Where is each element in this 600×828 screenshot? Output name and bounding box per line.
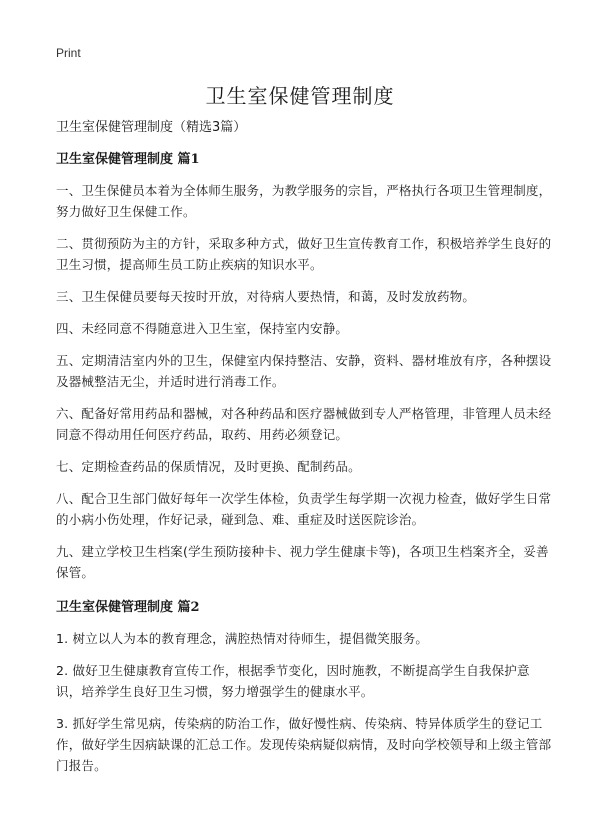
paragraph: 一、卫生保健员本着为全体师生服务，为教学服务的宗旨，严格执行各项卫生管理制度，努力做好卫生保健工作。	[56, 183, 552, 219]
paragraph: 二、贯彻预防为主的方针，采取多种方式，做好卫生宣传教育工作，积极培养学生良好的卫生习惯，提高师生员工防止疾病的知识水平。	[56, 236, 552, 272]
page-title: 卫生室保健管理制度	[205, 84, 395, 108]
paragraph: 三、卫生保健员要每天按时开放，对待病人要热情，和蔼，及时发放药物。	[56, 289, 476, 304]
paragraph: 3. 抓好学生常见病，传染病的防治工作，做好慢性病、传染病、特异体质学生的登记工作，做好学生因病缺课的汇总工作。发现传染病疑似病情，及时向学校领导和上级主管部门报告。	[56, 716, 552, 773]
paragraph: 七、定期检查药品的保质情况，及时更换、配制药品。	[56, 459, 361, 474]
section-heading-1: 卫生室保健管理制度 篇1	[56, 152, 200, 167]
paragraph: 1. 树立以人为本的教育理念，满腔热情对待师生，提倡微笑服务。	[56, 631, 429, 646]
paragraph: 六、配备好常用药品和器械，对各种药品和医疗器械做到专人严格管理，非管理人员未经同意不得动用任何医疗药品，取药、用药必须登记。	[56, 406, 552, 442]
paragraph: 九、建立学校卫生档案(学生预防接种卡、视力学生健康卡等)，各项卫生档案齐全，妥善保管。	[56, 544, 549, 580]
paragraph: 五、定期清洁室内外的卫生，保健室内保持整洁、安静，资料、器材堆放有序，各种摆设及器械整洁无尘，并适时进行消毒工作。	[56, 353, 552, 389]
document-subtitle: 卫生室保健管理制度（精选3篇）	[56, 120, 247, 135]
section-heading-2: 卫生室保健管理制度 篇2	[56, 600, 200, 615]
document-body	[56, 118, 554, 787]
paragraph: 八、配合卫生部门做好每年一次学生体检，负责学生每学期一次视力检查，做好学生日常的小病小伤处理，作好记录，碰到急、难、重症及时送医院诊治。	[56, 491, 552, 527]
paragraph: 2. 做好卫生健康教育宣传工作，根据季节变化，因时施教，不断提高学生自我保护意识，培养学生良好卫生习惯，努力增强学生的健康水平。	[56, 663, 530, 699]
paragraph: 四、未经同意不得随意进入卫生室，保持室内安静。	[56, 321, 349, 336]
print-link[interactable]: Print	[56, 46, 81, 60]
